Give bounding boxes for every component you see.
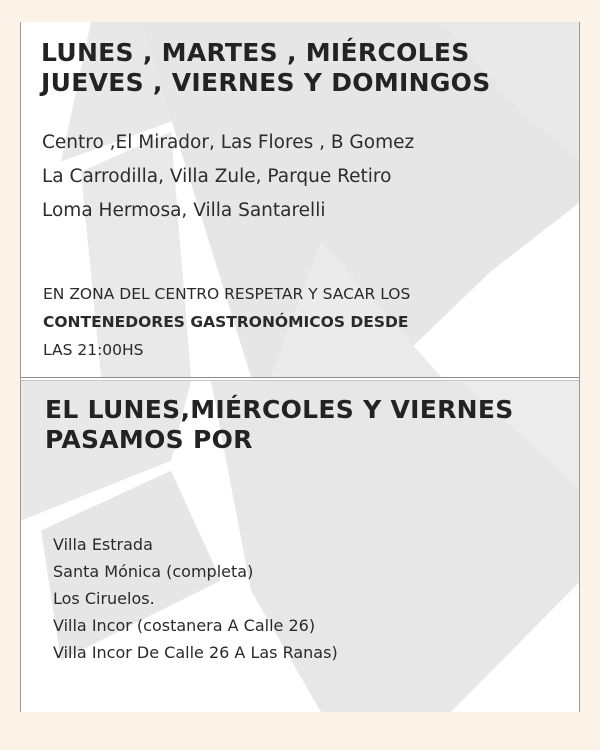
schedule-panel-bottom — [21, 380, 580, 712]
list-item: Villa Incor De Calle 26 A Las Ranas) — [53, 643, 338, 662]
list-item: Santa Mónica (completa) — [53, 562, 254, 581]
list-item: Villa Incor (costanera A Calle 26) — [53, 616, 316, 635]
bottom-heading — [45, 395, 575, 455]
notice-line3: LAS 21:00HS — [43, 341, 144, 359]
notice-line2: CONTENEDORES GASTRONÓMICOS DESDE — [43, 313, 409, 331]
list-item: Villa Estrada — [53, 535, 153, 554]
notice-line1: EN ZONA DEL CENTRO RESPETAR Y SACAR LOS — [43, 285, 411, 303]
bottom-heading-line1: EL LUNES,MIÉRCOLES Y VIERNES — [45, 395, 514, 424]
top-places-list — [42, 126, 572, 228]
bottom-places-list — [53, 531, 553, 666]
flyer-frame — [20, 22, 580, 712]
top-heading — [41, 38, 571, 98]
places-line: La Carrodilla, Villa Zule, Parque Retiro — [42, 166, 392, 187]
schedule-panel-top — [21, 22, 580, 378]
places-line: Loma Hermosa, Villa Santarelli — [42, 200, 326, 221]
top-heading-line1: LUNES , MARTES , MIÉRCOLES — [41, 38, 470, 67]
center-notice — [43, 280, 573, 364]
top-heading-line2: JUEVES , VIERNES Y DOMINGOS — [41, 68, 491, 97]
list-item: Los Ciruelos. — [53, 589, 155, 608]
bottom-heading-line2: PASAMOS POR — [45, 425, 253, 454]
page-bottom-margin — [0, 712, 600, 750]
places-line: Centro ,El Mirador, Las Flores , B Gomez — [42, 132, 415, 153]
